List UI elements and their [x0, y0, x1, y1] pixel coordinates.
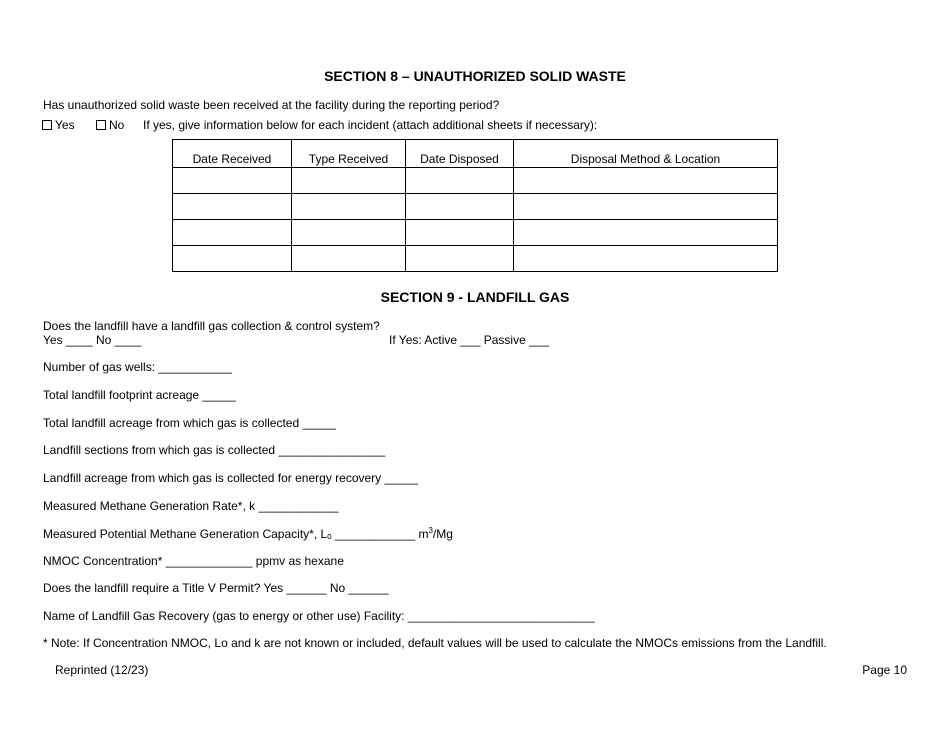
methane-capacity-unit: /Mg — [432, 527, 453, 541]
table-cell[interactable] — [514, 220, 778, 246]
column-header-type-received: Type Received — [292, 140, 406, 168]
incident-table — [172, 139, 778, 272]
table-cell[interactable] — [514, 246, 778, 272]
acreage-collected-field[interactable]: Total landfill acreage from which gas is collected _____ — [43, 416, 336, 430]
section-8-title: SECTION 8 – UNAUTHORIZED SOLID WASTE — [324, 68, 626, 84]
table-cell[interactable] — [292, 168, 406, 194]
reprinted-date: Reprinted (12/23) — [55, 663, 149, 677]
table-cell[interactable] — [292, 220, 406, 246]
methane-capacity-field[interactable] — [43, 526, 453, 541]
methane-capacity-superscript: 3 — [428, 526, 433, 535]
yes-checkbox[interactable] — [42, 120, 52, 130]
energy-recovery-field[interactable]: Landfill acreage from which gas is collected for energy recovery _____ — [43, 471, 418, 485]
gas-system-question: Does the landfill have a landfill gas collection & control system? — [43, 319, 380, 333]
table-cell[interactable] — [514, 194, 778, 220]
table-cell[interactable] — [514, 168, 778, 194]
footnote: * Note: If Concentration NMOC, Lo and k are not known or included, default values will be used to calculate the NMOCs emissions from the Landfill. — [43, 636, 827, 650]
no-label: No — [109, 118, 125, 132]
title-v-field[interactable]: Does the landfill require a Title V Permit? Yes ______ No ______ — [43, 581, 389, 595]
section-8-instruction: If yes, give information below for each incident (attach additional sheets if necessary): — [143, 118, 598, 132]
table-cell[interactable] — [173, 220, 292, 246]
methane-capacity-text: Measured Potential Methane Generation Capacity*, Lₒ ____________ m — [43, 527, 429, 541]
section-9-title: SECTION 9 - LANDFILL GAS — [380, 289, 570, 305]
no-option[interactable] — [96, 118, 124, 132]
table-cell[interactable] — [406, 168, 514, 194]
section-8-question: Has unauthorized solid waste been received at the facility during the reporting period? — [43, 98, 500, 112]
table-cell[interactable] — [406, 220, 514, 246]
table-cell[interactable] — [173, 168, 292, 194]
column-header-disposal-method: Disposal Method & Location — [514, 140, 778, 168]
footprint-acreage-field[interactable]: Total landfill footprint acreage _____ — [43, 388, 236, 402]
gas-system-type[interactable]: If Yes: Active ___ Passive ___ — [389, 333, 550, 347]
sections-collected-field[interactable]: Landfill sections from which gas is collected ________________ — [43, 443, 386, 457]
table-cell[interactable] — [292, 194, 406, 220]
yes-label: Yes — [55, 118, 75, 132]
table-row — [173, 168, 778, 194]
table-row — [173, 194, 778, 220]
table-cell[interactable] — [292, 246, 406, 272]
table-row — [173, 246, 778, 272]
column-header-date-disposed: Date Disposed — [406, 140, 514, 168]
no-checkbox[interactable] — [96, 120, 106, 130]
table-header-row — [173, 140, 778, 168]
nmoc-field[interactable]: NMOC Concentration* _____________ ppmv as hexane — [43, 554, 344, 568]
gas-system-yes-no[interactable]: Yes ____ No ____ — [43, 333, 142, 347]
table-cell[interactable] — [173, 194, 292, 220]
table-cell[interactable] — [406, 194, 514, 220]
table-cell[interactable] — [173, 246, 292, 272]
facility-name-field[interactable]: Name of Landfill Gas Recovery (gas to energy or other use) Facility: ____________________________ — [43, 609, 595, 623]
table-row — [173, 220, 778, 246]
gas-wells-field[interactable]: Number of gas wells: ___________ — [43, 360, 232, 374]
yes-option[interactable] — [42, 118, 75, 132]
methane-rate-field[interactable]: Measured Methane Generation Rate*, k ____________ — [43, 499, 339, 513]
column-header-date-received: Date Received — [173, 140, 292, 168]
page-number: Page 10 — [862, 663, 907, 677]
table-cell[interactable] — [406, 246, 514, 272]
